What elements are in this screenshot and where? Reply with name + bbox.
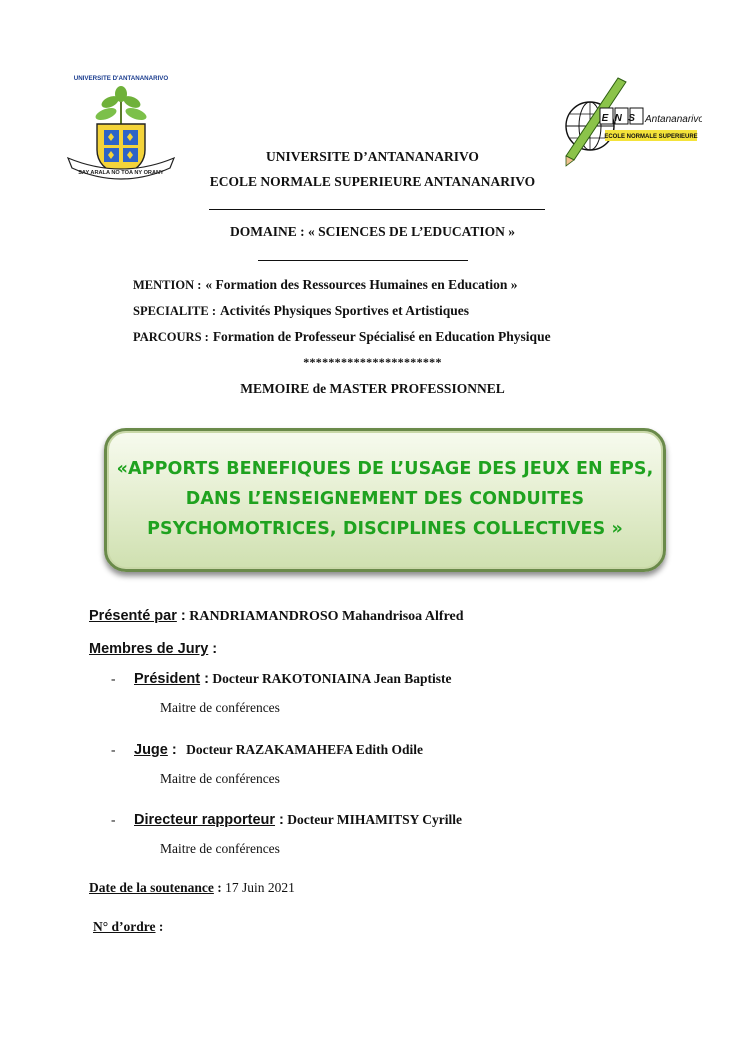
jury-member-directeur [111,812,462,828]
ens-logo-subtitle: ECOLE NORMALE SUPERIEURE [604,134,698,140]
presenter-colon: : [176,608,186,624]
domain-line: DOMAINE : « SCIENCES DE L’EDUCATION » [229,224,516,239]
jury-label: Membres de Jury [89,641,209,657]
ens-logo-label: ENS [601,113,642,124]
stars-separator: ********************** [303,355,442,369]
presenter-label: Présenté par [89,608,177,624]
jury-role-colon: : [275,812,284,828]
jury-heading [89,640,217,658]
jury-title: Maitre de conférences [160,841,280,856]
list-bullet: - [111,742,116,757]
jury-title: Maitre de conférences [160,700,280,715]
order-number-label: N° d’ordre [93,919,156,934]
defense-date-colon: : [213,880,222,895]
school-name: ECOLE NORMALE SUPERIEURE ANTANANARIVO [209,174,536,189]
jury-colon: : [208,641,218,657]
jury-role: Président [134,671,201,687]
memoire-type: MEMOIRE de MASTER PROFESSIONNEL [240,381,505,396]
jury-member-president [111,671,451,687]
thesis-title-line-1: «APPORTS BENEFIQUES DE L’USAGE DES JEUX EN EPS, [116,459,654,479]
specialite-value: Activités Physiques Sportives et Artistiques [220,303,470,318]
parcours-line [133,328,551,346]
domain-divider [258,260,468,261]
jury-name: Docteur RAZAKAMAHEFA Edith Odile [186,742,423,757]
jury-role-colon: : [167,742,177,758]
presenter-line [89,608,464,625]
order-number-line [93,919,163,935]
presenter-name: RANDRIAMANDROSO Mahandrisoa Alfred [189,609,464,624]
mention-label: MENTION : [133,278,202,292]
thesis-title-box [104,428,666,572]
mention-line [133,276,518,294]
thesis-title-line-3: PSYCHOMOTRICES, DISCIPLINES COLLECTIVES » [147,519,623,539]
defense-date-line [89,880,295,896]
thesis-title-line-2: DANS L’ENSEIGNEMENT DES CONDUITES [185,489,585,509]
university-name: UNIVERSITE D’ANTANANARIVO [266,149,479,164]
parcours-label: PARCOURS : [133,330,209,344]
thesis-title [107,454,663,544]
defense-date-value: 17 Juin 2021 [225,880,295,895]
jury-name: Docteur MIHAMITSY Cyrille [287,812,462,827]
jury-role-colon: : [200,671,209,687]
jury-role: Juge [134,742,168,758]
specialite-label: SPECIALITE : [133,304,217,318]
order-number-colon: : [155,919,164,934]
list-bullet: - [111,671,116,686]
list-bullet: - [111,812,116,827]
university-logo-caption: UNIVERSITE D'ANTANANARIVO [73,75,169,82]
parcours-value: Formation de Professeur Spécialisé en Education Physique [212,329,551,344]
header-divider [209,209,545,210]
specialite-line [133,302,469,320]
jury-name: Docteur RAKOTONIAINA Jean Baptiste [212,671,452,686]
defense-date-label: Date de la soutenance [89,880,214,895]
mention-value: « Formation des Ressources Humaines en Education » [205,277,518,292]
jury-title: Maitre de conférences [160,771,280,786]
ens-logo-place: Antananarivo [645,114,702,125]
university-logo-motto: SAY ARALA NO TOA NY ORANY [78,170,164,176]
jury-member-juge [111,742,423,758]
jury-role: Directeur rapporteur [134,812,276,828]
